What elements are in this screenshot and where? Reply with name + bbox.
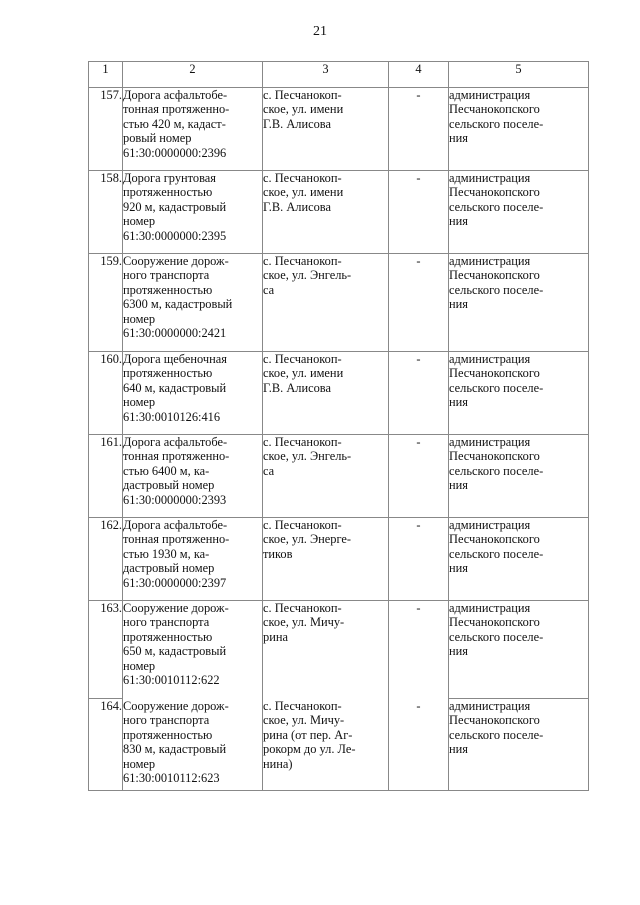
object-address: с. Песчанокоп- ское, ул. Энерге- тиков	[263, 518, 389, 601]
table-row	[89, 518, 589, 601]
object-owner: администрация Песчанокопского сельского поселе- ния	[449, 254, 589, 352]
object-address: с. Песчанокоп- ское, ул. Мичу- рина	[263, 601, 389, 699]
object-owner: администрация Песчанокопского сельского поселе- ния	[449, 352, 589, 435]
row-number: 161.	[89, 435, 123, 518]
object-owner: администрация Песчанокопского сельского поселе- ния	[449, 601, 589, 699]
table-row	[89, 435, 589, 518]
header-row	[89, 62, 589, 88]
row-number: 160.	[89, 352, 123, 435]
table-row	[89, 254, 589, 352]
object-address: с. Песчанокоп- ское, ул. Мичу- рина (от пер. Аг- рокорм до ул. Ле- нина)	[263, 699, 389, 791]
object-name: Дорога асфальтобе- тонная протяженно- стью 1930 м, ка- дастровый номер 61:30:0000000:2397	[123, 518, 263, 601]
object-owner: администрация Песчанокопского сельского поселе- ния	[449, 435, 589, 518]
object-address: с. Песчанокоп- ское, ул. имени Г.В. Алисова	[263, 171, 389, 254]
table-row	[89, 171, 589, 254]
object-address: с. Песчанокоп- ское, ул. имени Г.В. Алисова	[263, 88, 389, 171]
column-4-value: -	[389, 518, 449, 601]
object-name: Дорога асфальтобе- тонная протяженно- стью 420 м, кадаст- ровый номер 61:30:0000000:2396	[123, 88, 263, 171]
column-4-value: -	[389, 601, 449, 699]
row-number: 163.	[89, 601, 123, 699]
table-row	[89, 88, 589, 171]
object-owner: администрация Песчанокопского сельского поселе- ния	[449, 518, 589, 601]
object-name: Дорога асфальтобе- тонная протяженно- стью 6400 м, ка- дастровый номер 61:30:0000000:2393	[123, 435, 263, 518]
row-number: 162.	[89, 518, 123, 601]
registry-table	[88, 61, 589, 791]
header-col-2: 2	[123, 62, 263, 88]
column-4-value: -	[389, 435, 449, 518]
object-address: с. Песчанокоп- ское, ул. Энгель- са	[263, 254, 389, 352]
object-name: Дорога грунтовая протяженностью 920 м, кадастровый номер 61:30:0000000:2395	[123, 171, 263, 254]
row-number: 159.	[89, 254, 123, 352]
column-4-value: -	[389, 171, 449, 254]
column-4-value: -	[389, 699, 449, 791]
row-number: 164.	[89, 699, 123, 791]
object-name: Сооружение дорож- ного транспорта протяженностью 6300 м, кадастровый номер 61:30:0000000:2421	[123, 254, 263, 352]
object-owner: администрация Песчанокопского сельского поселе- ния	[449, 171, 589, 254]
object-address: с. Песчанокоп- ское, ул. Энгель- са	[263, 435, 389, 518]
header-col-1: 1	[89, 62, 123, 88]
object-name: Сооружение дорож- ного транспорта протяженностью 830 м, кадастровый номер 61:30:0010112:623	[123, 699, 263, 791]
object-name: Дорога щебеночная протяженностью 640 м, кадастровый номер 61:30:0010126:416	[123, 352, 263, 435]
column-4-value: -	[389, 88, 449, 171]
table-row	[89, 699, 589, 791]
object-owner: администрация Песчанокопского сельского поселе- ния	[449, 88, 589, 171]
table-row	[89, 601, 589, 699]
object-address: с. Песчанокоп- ское, ул. имени Г.В. Алисова	[263, 352, 389, 435]
column-4-value: -	[389, 254, 449, 352]
object-owner: администрация Песчанокопского сельского поселе- ния	[449, 699, 589, 791]
page-number: 21	[313, 24, 327, 39]
row-number: 157.	[89, 88, 123, 171]
header-col-4: 4	[389, 62, 449, 88]
column-4-value: -	[389, 352, 449, 435]
header-col-5: 5	[449, 62, 589, 88]
header-col-3: 3	[263, 62, 389, 88]
table-row	[89, 352, 589, 435]
row-number: 158.	[89, 171, 123, 254]
object-name: Сооружение дорож- ного транспорта протяженностью 650 м, кадастровый номер 61:30:0010112:622	[123, 601, 263, 699]
